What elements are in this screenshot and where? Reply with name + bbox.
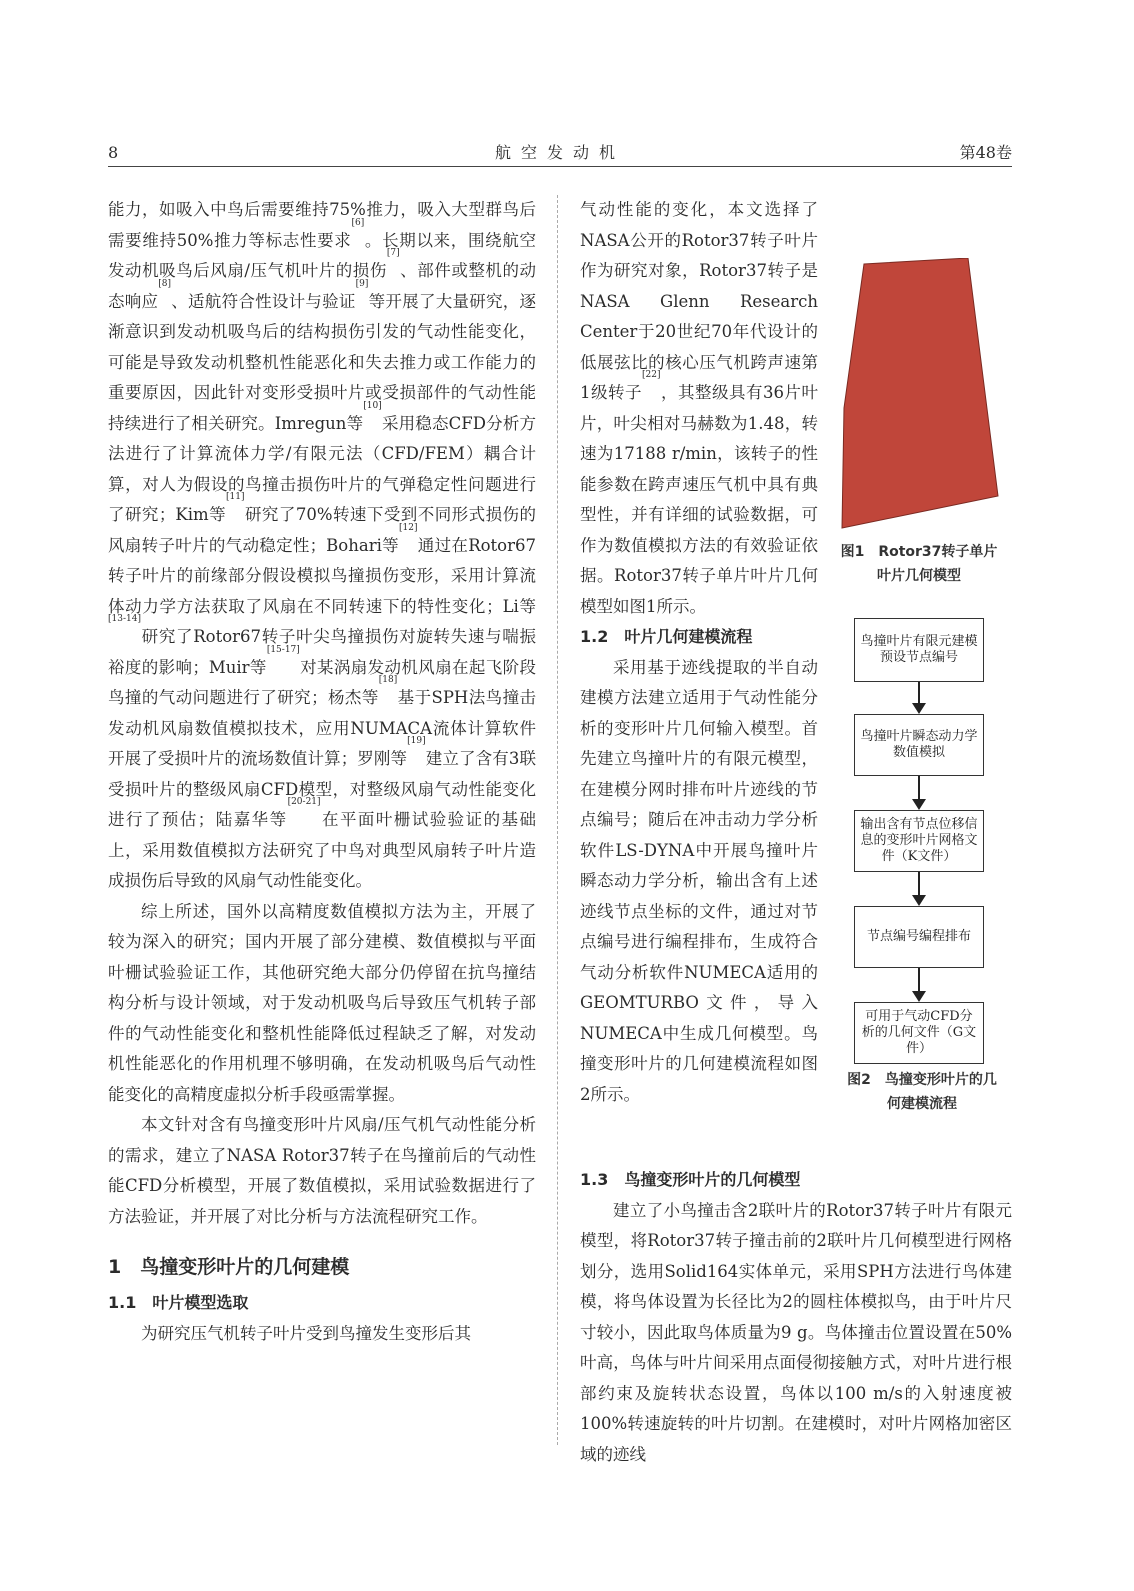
subsection-heading: 1.3 鸟撞变形叶片的几何模型 (580, 1170, 801, 1189)
paragraph: 综上所述，国外以高精度数值模拟方法为主，开展了较为深入的研究；国内开展了部分建模、数值模拟与平面叶栅试验验证工作，其他研究绝大部分仍停留在抗鸟撞结构分析与设计领域，对于发动机吸鸟后导致压气机转子部件的气动性能变化和整机性能降低过程缺乏了解，对发动机性能恶化的作用机理不够明确，在发动机吸鸟后气动性能变化的高精度虚拟分析手段亟需掌握。 (108, 901, 536, 1104)
paragraph: 采用基于迹线提取的半自动建模方法建立适用于气动性能分析的变形叶片几何输入模型。首先建立鸟撞叶片的有限元模型，在建模分网时排布叶片迹线的节点编号；随后在冲击动力学分析软件LS-DYNA中开展鸟撞叶片瞬态动力学分析，输出含有上述迹线节点坐标的文件，通过对节点编号进行编程排布，生成符合气动分析软件NUMECA适用的GEOMTURBO文件，导入NUMECA中生成几何模型。鸟撞变形叶片的几何建模流程如图2所示。 (580, 657, 818, 1104)
flow-step-fe-model: 鸟撞叶片有限元建模预设节点编号 (854, 618, 984, 682)
paragraph: 为研究压气机转子叶片受到鸟撞发生变形后其 (141, 1323, 471, 1343)
flow-step-transient-sim: 鸟撞叶片瞬态动力学数值模拟 (854, 714, 984, 776)
flow-arrow (918, 872, 920, 904)
subsection-heading: 1.1 叶片模型选取 (108, 1293, 249, 1312)
subsection-heading: 1.2 叶片几何建模流程 (580, 627, 753, 646)
running-header (108, 140, 1012, 167)
flow-step-k-file: 输出含有节点位移信息的变形叶片网格文件（K文件） (854, 810, 984, 872)
flow-step-node-renumber: 节点编号编程排布 (854, 906, 984, 968)
column-divider (557, 195, 558, 1445)
volume-label: 第48卷 (959, 143, 1012, 162)
figure-2-caption: 图2 鸟撞变形叶片的几 何建模流程 (847, 1072, 997, 1112)
flow-arrow (918, 968, 920, 1000)
journal-title: 航空发动机 (494, 143, 625, 162)
right-column-top (580, 195, 818, 1110)
right-column-bottom (580, 1165, 1012, 1470)
paragraph: 建立了小鸟撞击含2联叶片的Rotor37转子叶片有限元模型，将Rotor37转子撞击前的2联叶片几何模型进行网格划分，选用Solid164实体单元，采用SPH方法进行鸟体建模，将鸟体设置为长径比为2的圆柱体模拟鸟，由于叶片尺寸较小，因此取鸟体质量为9 g。鸟体撞击位置设置在50%叶高，鸟体与叶片间采用点面侵彻接触方式，对叶片进行根部约束及旋转状态设置，鸟体以100 m/s的入射速度被100%转速旋转的叶片切割。在建模时，对叶片网格加密区域的迹线 (580, 1200, 1012, 1464)
rotor37-blade-shape (842, 258, 998, 528)
flow-arrow (918, 776, 920, 808)
flow-arrow (918, 682, 920, 712)
flow-step-g-file: 可用于气动CFD分析的几何文件（G文件） (854, 1002, 984, 1064)
page-number: 8 (108, 143, 119, 162)
paragraph: 本文针对含有鸟撞变形叶片风扇/压气机气动性能分析的需求，建立了NASA Rotor37转子在鸟撞前后的气动性能CFD分析模型，开展了数值模拟，采用试验数据进行了方法验证，并开展了对比分析与方法流程研究工作。 (108, 1115, 536, 1226)
paragraph: 能力，如吸入中鸟后需要维持75%推力，吸入大型群鸟后需要维持50%推力等标志性要求[6]。长期以来，围绕航空发动机吸鸟后风扇/压气机叶片的损伤[7]、部件或整机的动态响应[8]、适航符合性设计与验证[9]等开展了大量研究，逐渐意识到发动机吸鸟后的结构损伤引发的气动性能变化，可能是导致发动机整机性能恶化和失去推力或工作能力的重要原因，因此针对变形受损叶片或受损部件的气动性能持续进行了相关研究。Imregun等[10]采用稳态CFD分析方法进行了计算流体力学/有限元法（CFD/FEM）耦合计算，对人为假设的鸟撞击损伤叶片的气弹稳定性问题进行了研究；Kim等[11]研究了70%转速下受到不同形式损伤的风扇转子叶片的气动稳定性；Bohari等[12]通过在Rotor67转子叶片的前缘部分假设模拟鸟撞损伤变形，采用计算流体动力学方法获取了风扇在不同转速下的特性变化；Li等[13-14]研究了Rotor67转子叶尖鸟撞损伤对旋转失速与喘振裕度的影响；Muir等[15-17]对某涡扇发动机风扇在起飞阶段鸟撞的气动问题进行了研究；杨杰等[18]基于SPH法鸟撞击发动机风扇数值模拟技术，应用NUMACA流体计算软件开展了受损叶片的流场数值计算；罗刚等[19]建立了含有3联受损叶片的整级风扇CFD模型，对整级风扇气动性能变化进行了预估；陆嘉华等[20-21]在平面叶栅试验验证的基础上，采用数值模拟方法研究了中鸟对典型风扇转子叶片造成损伤后导致的风扇气动性能变化。 (108, 200, 537, 890)
blade-geometry-figure (838, 258, 1008, 530)
left-column (108, 195, 536, 1349)
modeling-flowchart (846, 618, 996, 1066)
figure-1-caption: 图1 Rotor37转子单片 叶片几何模型 (840, 544, 998, 584)
section-heading: 1 鸟撞变形叶片的几何建模 (108, 1256, 350, 1278)
paragraph: 气动性能的变化，本文选择了NASA公开的Rotor37转子叶片作为研究对象，Rotor37转子是NASA Glenn Research Center于20世纪70年代设计的低展弦比的核心压气机跨声速第1级转子[22]，其整级具有36片叶片，叶尖相对马赫数为1.48，转速为17188 r/min，该转子的性能参数在跨声速压气机中具有典型性，并有详细的试验数据，可作为数值模拟方法的有效验证依据。Rotor37转子单片叶片几何模型如图1所示。 (580, 200, 819, 616)
